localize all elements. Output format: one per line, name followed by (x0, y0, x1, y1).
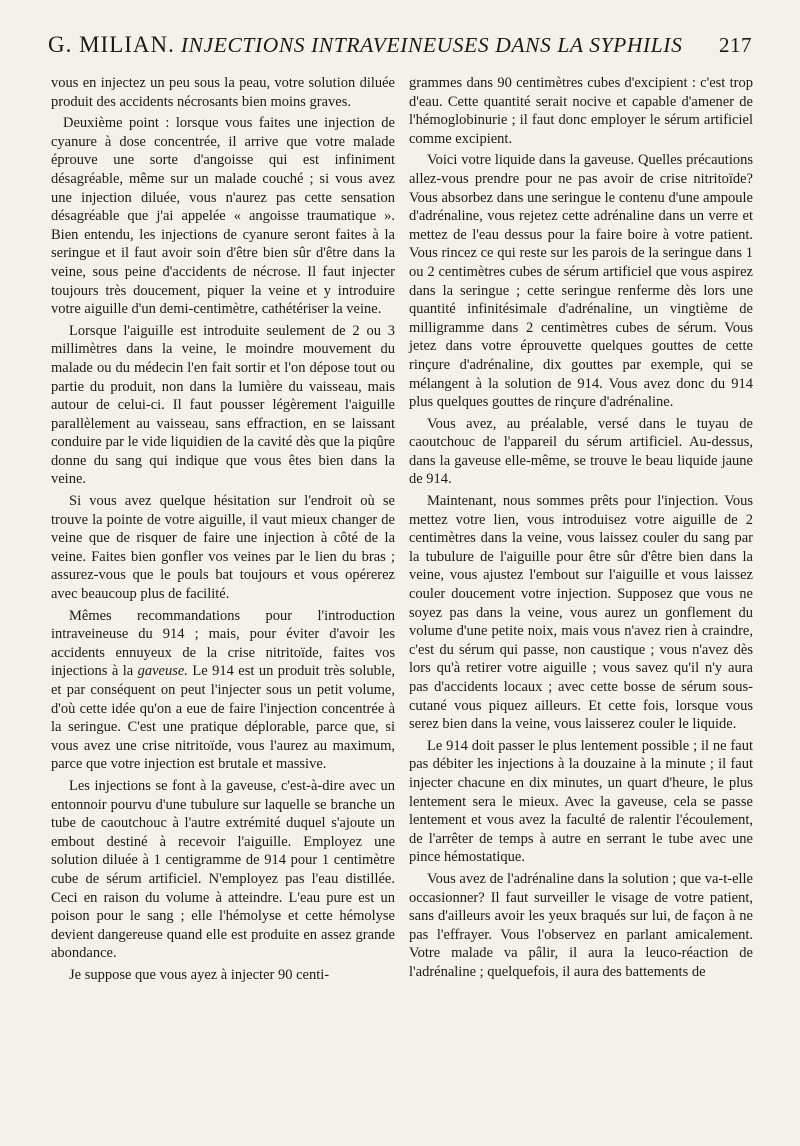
paragraph: Je suppose que vous ayez à injecter 90 centi- (69, 966, 330, 983)
paragraph: Le 914 doit passer le plus lentement possible ; il ne faut pas débiter les injections à la douzaine à la minute ; il faut injecter chacune en dix minutes, un quart d'heure, le plus lentement sera le mieux. Avec la gaveuse, cela se passe lentement et vous avez la faculté de ralentir l'écoulement, de l'arrêter de temps à autre en serrant le tube avec une pince hémostatique. (409, 737, 753, 866)
paragraph: Vous avez de l'adrénaline dans la solution ; que va-t-elle occasionner? Il faut surveiller le visage de votre patient, sans d'ailleurs avoir les yeux braqués sur lui, de façon à ne pas l'effrayer. Vous l'observez en parlant amicalement. Votre malade va pâlir, il aura la leuco-réaction de l'adrénaline ; quelquefois, il aura des battements de (409, 870, 753, 980)
header-author: G. MILIAN (48, 32, 169, 57)
paragraph: vous en injectez un peu sous la peau, votre solution diluée produit des accidents nécrosants bien moins graves. (51, 75, 395, 110)
paragraph: Deuxième point : lorsque vous faites une injection de cyanure à dose concentrée, il arrive que votre malade éprouve une sorte d'angoisse qui est infiniment désagréable, même sur un malade couché ; si vous avez une injection diluée, vous n'aurez pas cette sensation désagréable que j'ai appelée « angoisse traumatique ». Bien entendu, les injections de cyanure seront faites à la seringue et il faut avoir soin d'être bien sûr d'être dans la veine, sous peine d'accidents de nécrose. Il faut injecter toujours très doucement, piquer la veine et y introduire votre aiguille d'un demi-centimètre, cathétériser la veine. (51, 115, 395, 318)
paragraph: grammes dans 90 centimètres cubes d'excipient : c'est trop d'eau. Cette quantité serait nocive et capable d'amener de l'hémoglobinurie ; il faut donc employer le sérum artificiel comme excipient. (409, 75, 753, 147)
header-title: INJECTIONS INTRAVEINEUSES DANS LA SYPHILIS (180, 33, 683, 57)
right-column (409, 74, 753, 985)
running-header (48, 32, 752, 64)
header-separator: . (168, 32, 174, 57)
paragraph (51, 607, 395, 774)
page-number: 217 (719, 33, 752, 57)
paragraph: Si vous avez quelque hésitation sur l'endroit où se trouve la pointe de votre aiguille, il vaut mieux changer de veine que de risquer de faire une injection à côté de la veine. Faites bien gonfler vos veines par le lien du bras ; assurez-vous que le pouls bat toujours et vous opérerez avec beaucoup plus de facilité. (51, 493, 395, 603)
paragraph: Maintenant, nous sommes prêts pour l'injection. Vous mettez votre lien, vous introduisez votre aiguille de 2 centimètres dans la veine, vous laissez couler du sang par la tubulure de l'aiguille pour être sûr d'être bien dans la veine, vous ajustez l'embout sur l'aiguille et vous laissez couler doucement votre injection. Supposez que vous ne soyez pas dans la veine, vous aurez un gonflement du volume d'une petite noix, mais vous n'avez rien à craindre, c'est du sérum qui passe, non caustique ; vous n'avez dès lors qu'à retirer votre aiguille ; vous savez qu'il n'y aura pas d'accidents locaux ; avec cette bosse de sérum sous-cutané vous piquez ailleurs. Et cette fois, lorsque vous serez bien dans la veine, vous laisserez couler le liquide. (409, 493, 753, 733)
emphasis-gaveuse: gaveuse. (137, 663, 188, 680)
paragraph: Vous avez, au préalable, versé dans le tuyau de caoutchouc de l'appareil du sérum artificiel. Au-dessus, dans la gaveuse elle-même, se trouve le beau liquide jaune de 914. (409, 415, 753, 488)
paragraph-text: Le 914 est un produit très soluble, et par conséquent on peut l'injecter sous un petit volume, d'où cette idée qu'on a eue de faire l'injection concentrée à la seringue. C'est une pratique déplorable, parce que, si vous avez une crise nitritoïde, vous l'aurez au maximum, parce que votre injection est brutale et massive. (51, 663, 396, 773)
paragraph: Lorsque l'aiguille est introduite seulement de 2 ou 3 millimètres dans la veine, le moindre mouvement du malade ou du médecin l'en fait sortir et l'on dépose tout ou partie du produit, non dans la lumière du vaisseau, mais autour de celui-ci. Il faut pousser légèrement l'aiguille parallèlement au vaisseau, sans effraction, en se laissant conduire par le vide liquidien de la cavité dès que la piqûre donne du sang qui indique que vous êtes bien dans la veine. (51, 322, 395, 488)
left-column (51, 74, 395, 988)
paragraph: Voici votre liquide dans la gaveuse. Quelles précautions allez-vous prendre pour ne pas avoir de crise nitritoïde? Vous absorbez dans une seringue le contenu d'une ampoule d'adrénaline, vous rejetez cette adrénaline dans un verre et mettez de l'eau dessus pour la faire boire à votre patient. Vous rincez ce qui reste sur les parois de la seringue dans 1 ou 2 centimètres cubes de sérum artificiel que vous aspirez dans la seringue ; cette seringue renferme dès lors une quantité infinitésimale d'adrénaline, un vingtième de milligramme dans 2 centimètres cubes de sérum. Vous jetez dans votre éprouvette quelques gouttes de cette rinçure d'adrénaline, dix gouttes par exemple, qui se mélangent à la solution de 914. Vous avez donc du 914 plus quelques gouttes de rinçure d'adrénaline. (409, 152, 753, 411)
paragraph-text: Mêmes recommandations pour l'introduction intraveineuse du 914 ; mais, pour éviter d'avoir les accidents ennuyeux de la crise nitritoïde, faites vos injections à la (51, 607, 395, 680)
paragraph: Les injections se font à la gaveuse, c'est-à-dire avec un entonnoir pourvu d'une tubulure sur laquelle se branche un tube de caoutchouc à l'autre extrémité duquel s'ajoute un embout destiné à recevoir l'aiguille. Employez une solution diluée à 1 centigramme de 914 pour 1 centimètre cube de sérum artificiel. N'employez pas l'eau distillée. Ceci en raison du volume à atteindre. L'eau pure est un poison pour le sang ; elle l'hémolyse et cette hémolyse devient dangereuse quand elle est produite en assez grande abondance. (51, 777, 395, 962)
